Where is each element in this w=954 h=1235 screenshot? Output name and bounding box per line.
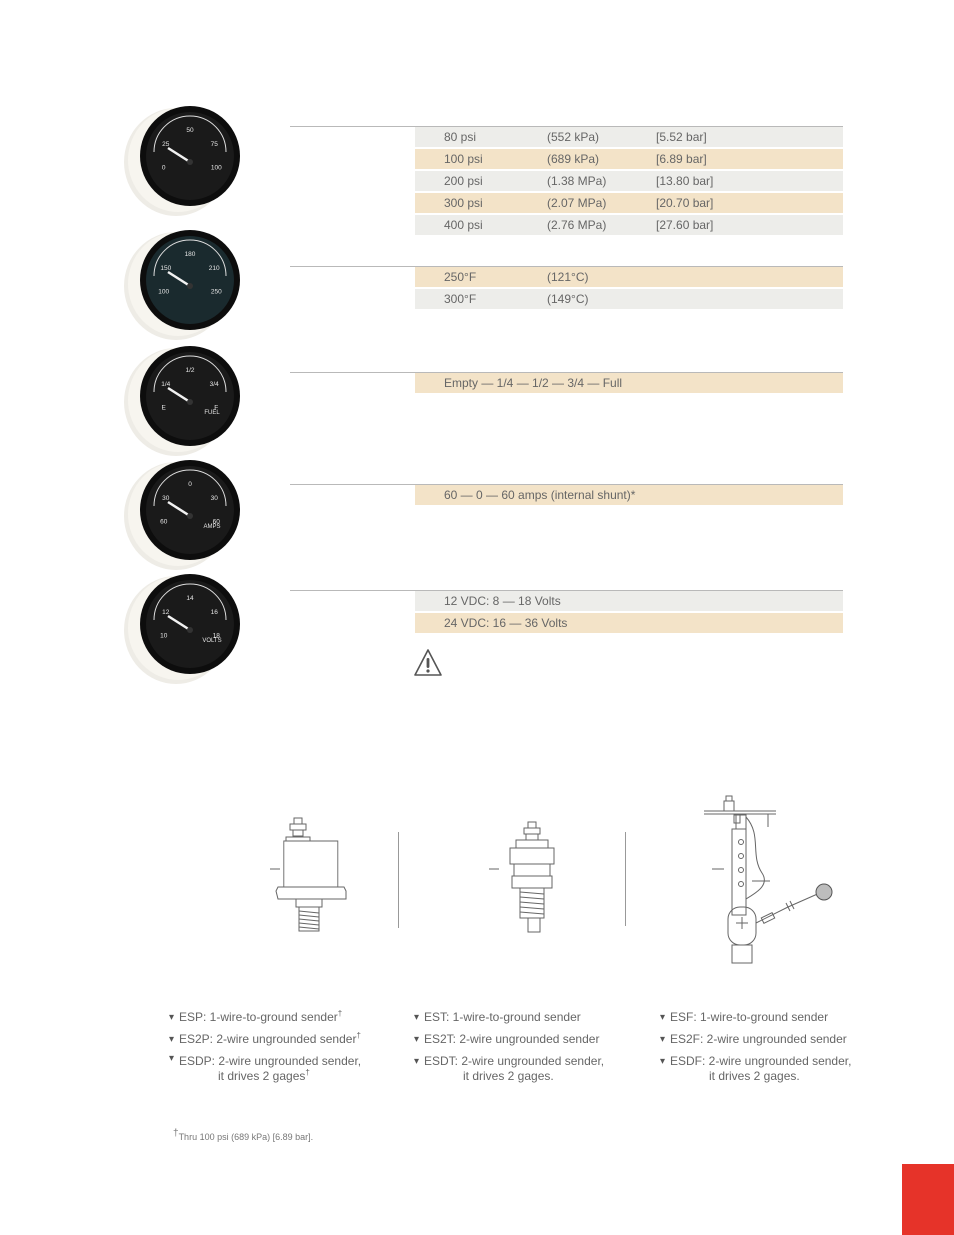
list-item: ▾ ESP: 1-wire-to-ground sender† <box>169 1010 399 1025</box>
gauge-tick-label: 60 <box>212 518 220 526</box>
pressure-sender-list <box>169 1010 399 1091</box>
ammeter-row: 60 — 0 — 60 amps (internal shunt)* <box>415 485 843 505</box>
gauge-tick-label: F <box>214 404 219 412</box>
sender-divider <box>625 832 626 926</box>
gauge-tick-label: 12 <box>162 609 170 616</box>
voltmeter-row: 24 VDC: 16 — 36 Volts <box>415 613 843 633</box>
list-item: ▾ ES2T: 2-wire ungrounded sender <box>414 1032 644 1047</box>
footnote: †Thru 100 psi (689 kPa) [6.89 bar]. <box>173 1128 314 1142</box>
fuel-gauge-image <box>118 338 248 456</box>
list-item: ▾ ES2F: 2-wire ungrounded sender <box>660 1032 860 1047</box>
gauge-tick-label: 150 <box>160 265 172 272</box>
gauge-face-label: FUEL <box>204 410 220 416</box>
gauge-tick-label: 100 <box>158 288 170 296</box>
temperature-gauge-image <box>118 222 248 340</box>
sender-divider <box>398 832 399 928</box>
voltmeter-gauge-image <box>118 566 248 684</box>
page-tab-marker <box>902 1164 954 1235</box>
list-item: ▾ EST: 1-wire-to-ground sender <box>414 1010 644 1025</box>
gauge-tick-label: 16 <box>210 609 218 616</box>
gauge-tick-label: 1/2 <box>185 367 195 374</box>
gauge-tick-label: 75 <box>210 141 218 148</box>
pressure-gauge-image <box>118 98 248 216</box>
pressure-sender-diagram <box>266 815 356 935</box>
fuel-row: Empty — 1/4 — 1/2 — 3/4 — Full <box>415 373 843 393</box>
gauge-tick-label: 100 <box>210 164 222 172</box>
fuel-sender-list <box>660 1010 860 1091</box>
list-item: ▾ ESDP: 2-wire ungrounded sender, it drives 2 gages† <box>169 1054 399 1084</box>
pressure-row: 80 psi (552 kPa) [5.52 bar] <box>415 127 843 147</box>
fuel-sender-diagram <box>700 795 840 967</box>
gauge-tick-label: 0 <box>161 164 166 172</box>
gauge-tick-label: 60 <box>160 518 168 526</box>
gauge-tick-label: 18 <box>212 632 220 640</box>
temperature-sender-diagram <box>486 820 576 938</box>
gauge-tick-label: 0 <box>188 481 192 488</box>
list-item: ▾ ESDT: 2-wire ungrounded sender, it drives 2 gages. <box>414 1054 644 1084</box>
gauge-tick-label: 210 <box>208 265 220 272</box>
warning-icon <box>413 648 443 678</box>
gauge-tick-label: 3/4 <box>209 381 219 388</box>
temperature-row: 300°F (149°C) <box>415 289 843 309</box>
pressure-row: 200 psi (1.38 MPa) [13.80 bar] <box>415 171 843 191</box>
gauge-tick-label: 30 <box>210 495 218 502</box>
gauge-tick-label: 14 <box>186 595 194 602</box>
list-item: ▾ ES2P: 2-wire ungrounded sender† <box>169 1032 399 1047</box>
ammeter-gauge-image <box>118 452 248 570</box>
gauge-tick-label: 1/4 <box>161 381 171 388</box>
gauge-tick-label: 50 <box>186 127 194 134</box>
temperature-row: 250°F (121°C) <box>415 267 843 287</box>
pressure-row: 400 psi (2.76 MPa) [27.60 bar] <box>415 215 843 235</box>
voltmeter-row: 12 VDC: 8 — 18 Volts <box>415 591 843 611</box>
gauge-face-label: AMPS <box>203 524 221 530</box>
gauge-tick-label: 10 <box>160 632 168 640</box>
gauge-tick-label: E <box>161 404 166 412</box>
gauge-tick-label: 180 <box>184 251 196 258</box>
gauge-face-label: VOLTS <box>202 638 222 644</box>
list-item: ▾ ESF: 1-wire-to-ground sender <box>660 1010 860 1025</box>
pressure-row: 300 psi (2.07 MPa) [20.70 bar] <box>415 193 843 213</box>
temperature-sender-list <box>414 1010 644 1091</box>
pressure-row: 100 psi (689 kPa) [6.89 bar] <box>415 149 843 169</box>
gauge-tick-label: 25 <box>162 141 170 148</box>
gauge-tick-label: 250 <box>210 288 222 296</box>
gauge-tick-label: 30 <box>162 495 170 502</box>
list-item: ▾ ESDF: 2-wire ungrounded sender, it drives 2 gages. <box>660 1054 860 1084</box>
